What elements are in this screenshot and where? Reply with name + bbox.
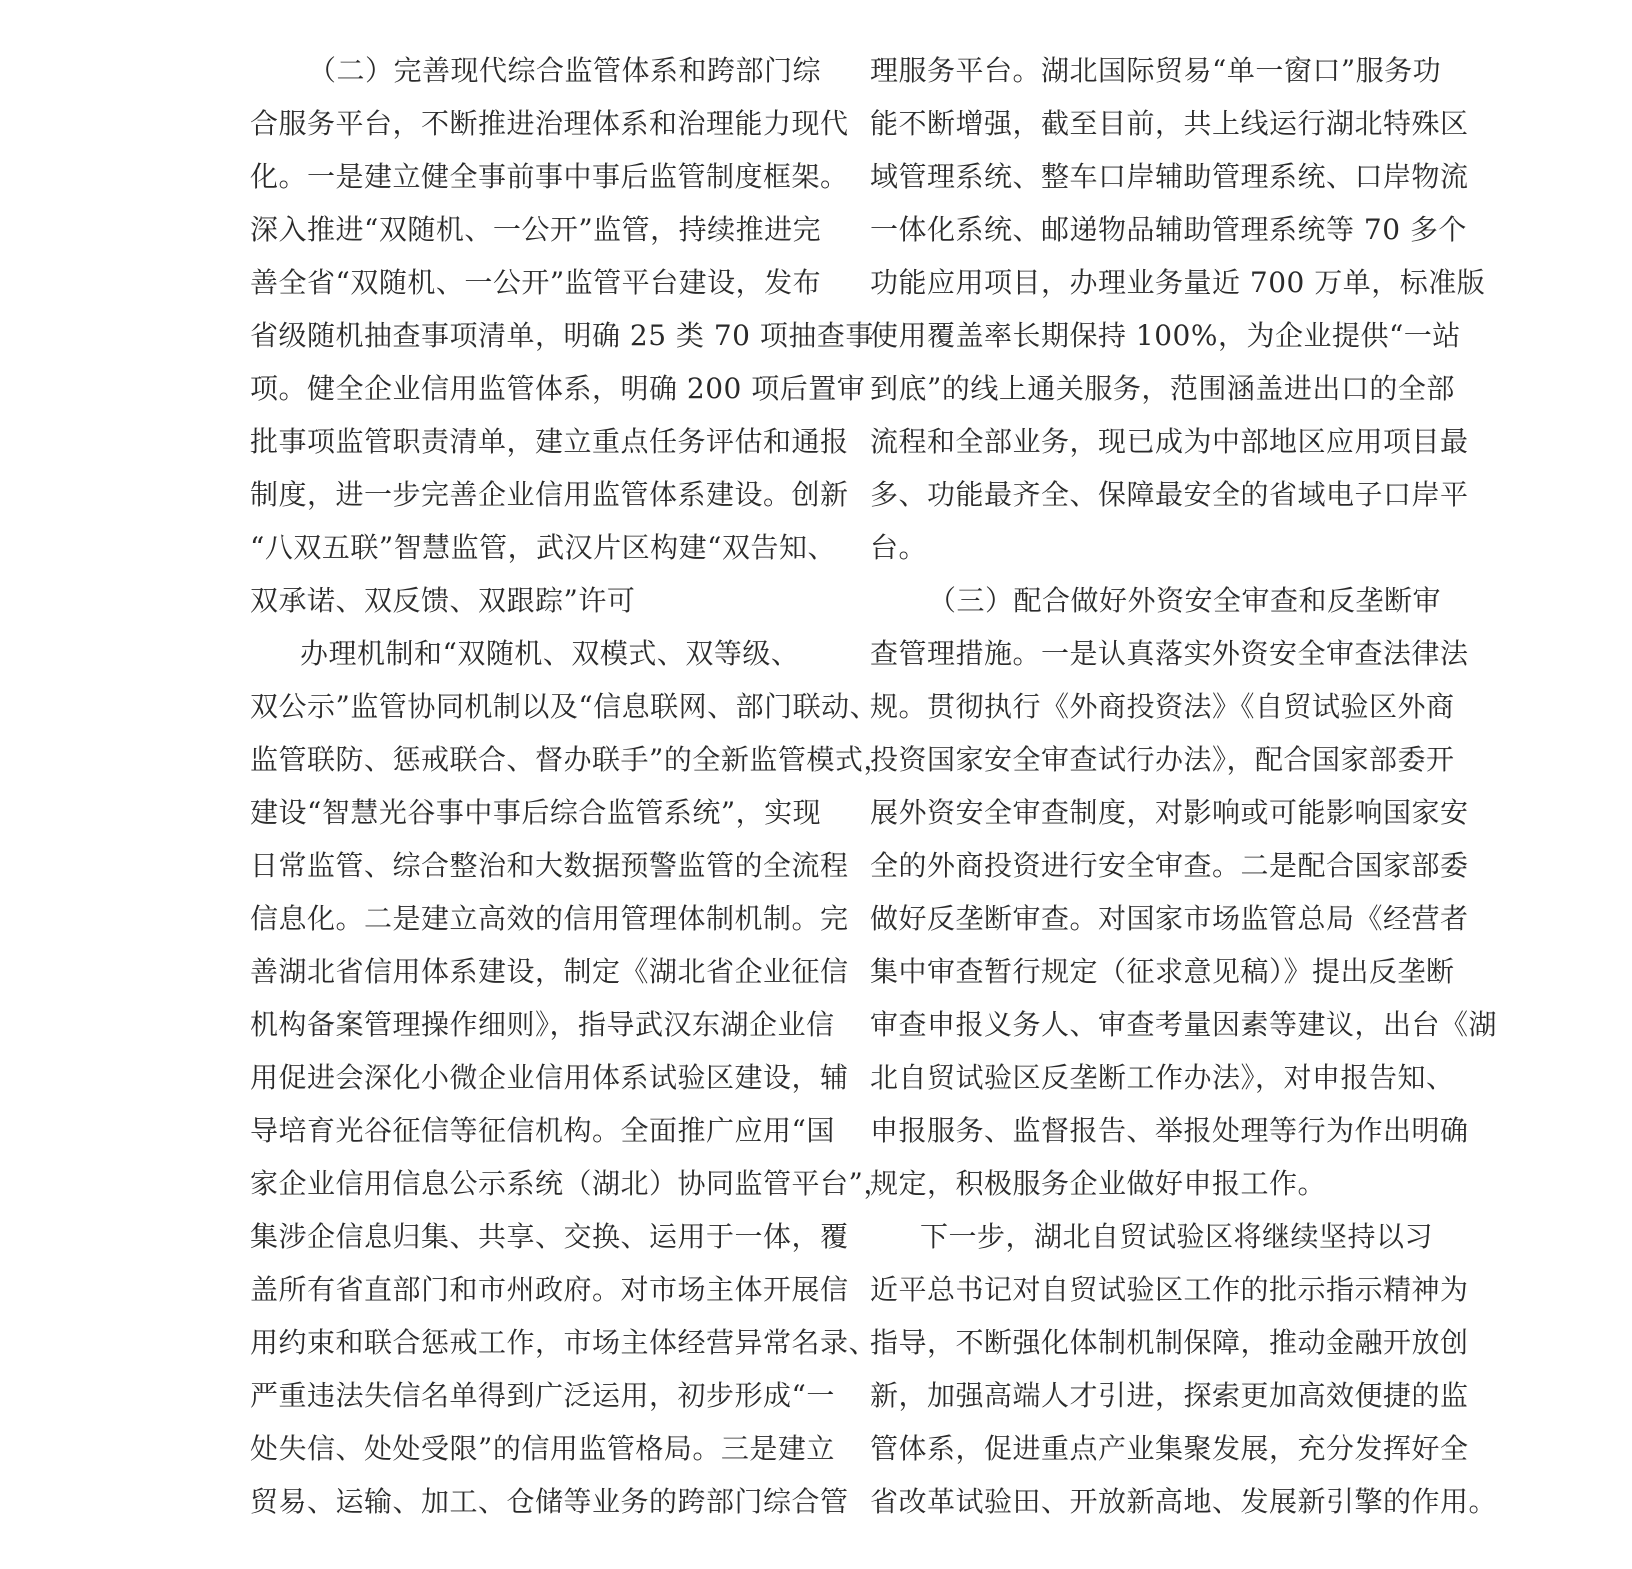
text-line: 申报服务、监督报告、举报处理等行为作出明确	[870, 1114, 1469, 1147]
text-line: 信息化。二是建立高效的信用管理体制机制。完	[250, 902, 849, 935]
text-line: 到底”的线上通关服务，范围涵盖进出口的全部	[870, 372, 1455, 405]
text-line: 监管联防、惩戒联合、督办联手”的全新监管模式，	[250, 743, 892, 776]
text-line: 家企业信用信息公示系统（湖北）协同监管平台”，	[250, 1167, 892, 1200]
text-line: 机构备案管理操作细则》，指导武汉东湖企业信	[250, 1008, 835, 1041]
text-line: 域管理系统、整车口岸辅助管理系统、口岸物流	[870, 160, 1469, 193]
text-line: 北自贸试验区反垄断工作办法》，对申报告知、	[870, 1061, 1455, 1094]
text-line: 规。贯彻执行《外商投资法》《自贸试验区外商	[870, 690, 1455, 723]
text-line: 使用覆盖率长期保持 100%，为企业提供“一站	[870, 319, 1461, 352]
text-line: 省改革试验田、开放新高地、发展新引擎的作用。	[870, 1485, 1498, 1518]
text-line: 多、功能最齐全、保障最安全的省域电子口岸平	[870, 478, 1469, 511]
text-line: 流程和全部业务，现已成为中部地区应用项目最	[870, 425, 1469, 458]
text-line: 审查申报义务人、审查考量因素等建议，出台《湖	[870, 1008, 1498, 1041]
text-line: 能不断增强，截至目前，共上线运行湖北特殊区	[870, 107, 1469, 140]
text-line: 善湖北省信用体系建设，制定《湖北省企业征信	[250, 955, 849, 988]
text-line: 功能应用项目，办理业务量近 700 万单，标准版	[870, 266, 1486, 299]
text-line: 集涉企信息归集、共享、交换、运用于一体，覆	[250, 1220, 849, 1253]
text-line: 展外资安全审查制度，对影响或可能影响国家安	[870, 796, 1469, 829]
text-line: 批事项监管职责清单，建立重点任务评估和通报	[250, 425, 849, 458]
text-line: 近平总书记对自贸试验区工作的批示指示精神为	[870, 1273, 1469, 1306]
text-line: 深入推进“双随机、一公开”监管，持续推进完	[250, 213, 822, 246]
text-line: 双公示”监管协同机制以及“信息联网、部门联动、	[250, 690, 879, 723]
text-line: （三）配合做好外资安全审查和反垄断审	[928, 584, 1442, 617]
text-line: 投资国家安全审查试行办法》，配合国家部委开	[870, 743, 1455, 776]
text-line: 盖所有省直部门和市州政府。对市场主体开展信	[250, 1273, 849, 1306]
text-line: 管体系，促进重点产业集聚发展，充分发挥好全	[870, 1432, 1469, 1465]
right-text-column	[870, 44, 1498, 1528]
text-line: 导培育光谷征信等征信机构。全面推广应用“国	[250, 1114, 835, 1147]
text-line: 严重违法失信名单得到广泛运用，初步形成“一	[250, 1379, 835, 1412]
text-line: 办理机制和“双随机、双模式、双等级、	[300, 637, 800, 670]
text-line: 双承诺、双反馈、双跟踪”许可	[250, 584, 636, 617]
text-line: 查管理措施。一是认真落实外资安全审查法律法	[870, 637, 1469, 670]
text-line: 贸易、运输、加工、仓储等业务的跨部门综合管	[250, 1485, 849, 1518]
text-line: 全的外商投资进行安全审查。二是配合国家部委	[870, 849, 1469, 882]
text-line: 指导，不断强化体制机制保障，推动金融开放创	[870, 1326, 1469, 1359]
text-line: 用促进会深化小微企业信用体系试验区建设，辅	[250, 1061, 849, 1094]
text-line: 下一步，湖北自贸试验区将继续坚持以习	[920, 1220, 1434, 1253]
text-line: 理服务平台。湖北国际贸易“单一窗口”服务功	[870, 54, 1442, 87]
text-line: 用约束和联合惩戒工作，市场主体经营异常名录、	[250, 1326, 878, 1359]
text-line: 一体化系统、邮递物品辅助管理系统等 70 多个	[870, 213, 1467, 246]
text-line: 项。健全企业信用监管体系，明确 200 项后置审	[250, 372, 866, 405]
text-line: 合服务平台，不断推进治理体系和治理能力现代	[250, 107, 849, 140]
text-line: （二）完善现代综合监管体系和跨部门综	[308, 54, 822, 87]
text-line: 处失信、处处受限”的信用监管格局。三是建立	[250, 1432, 835, 1465]
text-line: 日常监管、综合整治和大数据预警监管的全流程	[250, 849, 849, 882]
text-line: 集中审查暂行规定（征求意见稿）》提出反垄断	[870, 955, 1455, 988]
text-line: 化。一是建立健全事前事中事后监管制度框架。	[250, 160, 849, 193]
text-line: 建设“智慧光谷事中事后综合监管系统”，实现	[250, 796, 822, 829]
text-line: 台。	[870, 531, 928, 564]
text-line: 做好反垄断审查。对国家市场监管总局《经营者	[870, 902, 1469, 935]
text-line: 制度，进一步完善企业信用监管体系建设。创新	[250, 478, 849, 511]
text-line: 新，加强高端人才引进，探索更加高效便捷的监	[870, 1379, 1469, 1412]
text-line: 规定，积极服务企业做好申报工作。	[870, 1167, 1327, 1200]
text-line: 省级随机抽查事项清单，明确 25 类 70 项抽查事	[250, 319, 874, 352]
text-line: “八双五联”智慧监管，武汉片区构建“双告知、	[250, 531, 836, 564]
left-text-column	[250, 44, 892, 1528]
text-line: 善全省“双随机、一公开”监管平台建设，发布	[250, 266, 822, 299]
